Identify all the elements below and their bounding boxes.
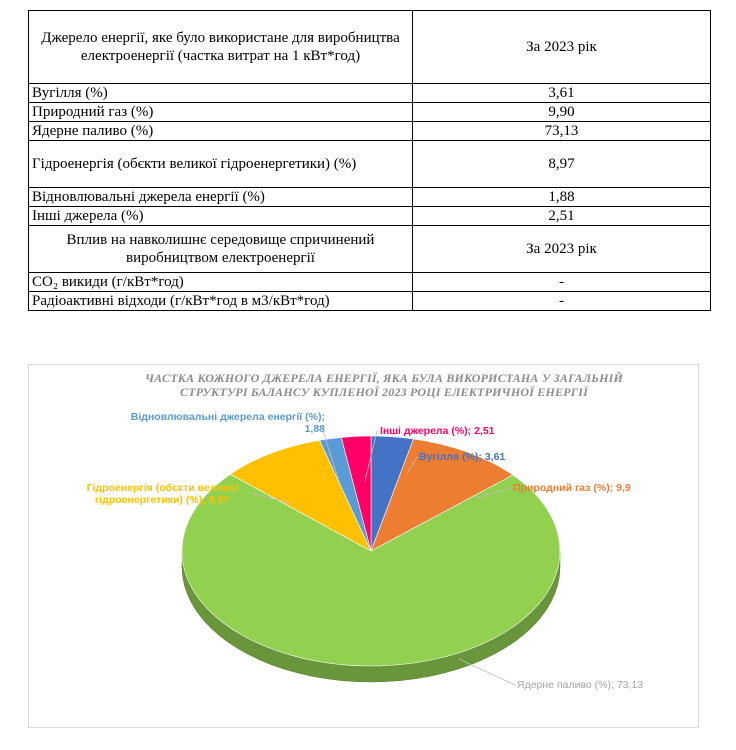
row-value: - [413,273,711,292]
row-label: Інші джерела (%) [29,207,413,226]
pie-chart [28,364,699,728]
leader-line [459,659,515,685]
chart-title: ЧАСТКА КОЖНОГО ДЖЕРЕЛА ЕНЕРГІЇ, ЯКА БУЛА ВИКОРИСТАНА У ЗАГАЛЬНІЙ СТРУКТУРІ БАЛАНСУ КУПЛЕНОЇ 2023 РОЦІ ЕЛЕКТРИЧНОЇ ЕНЕРГІЇ [144,371,624,399]
energy-table [28,10,711,311]
table-row [29,273,711,292]
row-label: Ядерне паливо (%) [29,122,413,141]
table-row [29,103,711,122]
header-year-cell: За 2023 рік [413,11,711,84]
row-value: - [413,292,711,311]
row-label: Гідроенергія (обєкти великої гідроенергетики) (%) [29,141,413,188]
row-label: Вугілля (%) [29,84,413,103]
row-value: 3,61 [413,84,711,103]
data-label: Природний газ (%); 9,9 [513,482,631,494]
table-row [29,122,711,141]
table-row [29,188,711,207]
data-label: Ядерне паливо (%); 73,13 [517,679,644,691]
data-label: Вугілля (%); 3,61 [419,451,506,463]
row-label: Радіоактивні відходи (г/кВт*год в м3/кВт*год) [29,292,413,311]
row-value: 2,51 [413,207,711,226]
row-label: Відновлювальні джерела енергії (%) [29,188,413,207]
row-value: 73,13 [413,122,711,141]
row-value: 9,90 [413,103,711,122]
header-impact-cell: Вплив на навколишнє середовище спричинений виробництвом електроенергії [29,226,413,273]
table-row [29,84,711,103]
table-row [29,207,711,226]
table-header-row [29,11,711,84]
data-label: Відновлювальні джерела енергії (%); 1,88 [130,411,325,435]
table-header-row [29,226,711,273]
data-label: Інші джерела (%); 2,51 [380,425,495,437]
table-row [29,292,711,311]
row-label: CO₂ викиди (г/кВт*год) [29,273,413,292]
row-label: Природний газ (%) [29,103,413,122]
row-value: 8,97 [413,141,711,188]
header-year-cell: За 2023 рік [413,226,711,273]
table-row [29,141,711,188]
row-value: 1,88 [413,188,711,207]
header-source-cell: Джерело енергії, яке було використане для виробництва електроенергії (частка витрат на 1 кВт*год) [29,11,413,84]
data-label: Гідроенергія (обєкти великої гідроенергетики) (%); 8,97 [86,482,238,506]
